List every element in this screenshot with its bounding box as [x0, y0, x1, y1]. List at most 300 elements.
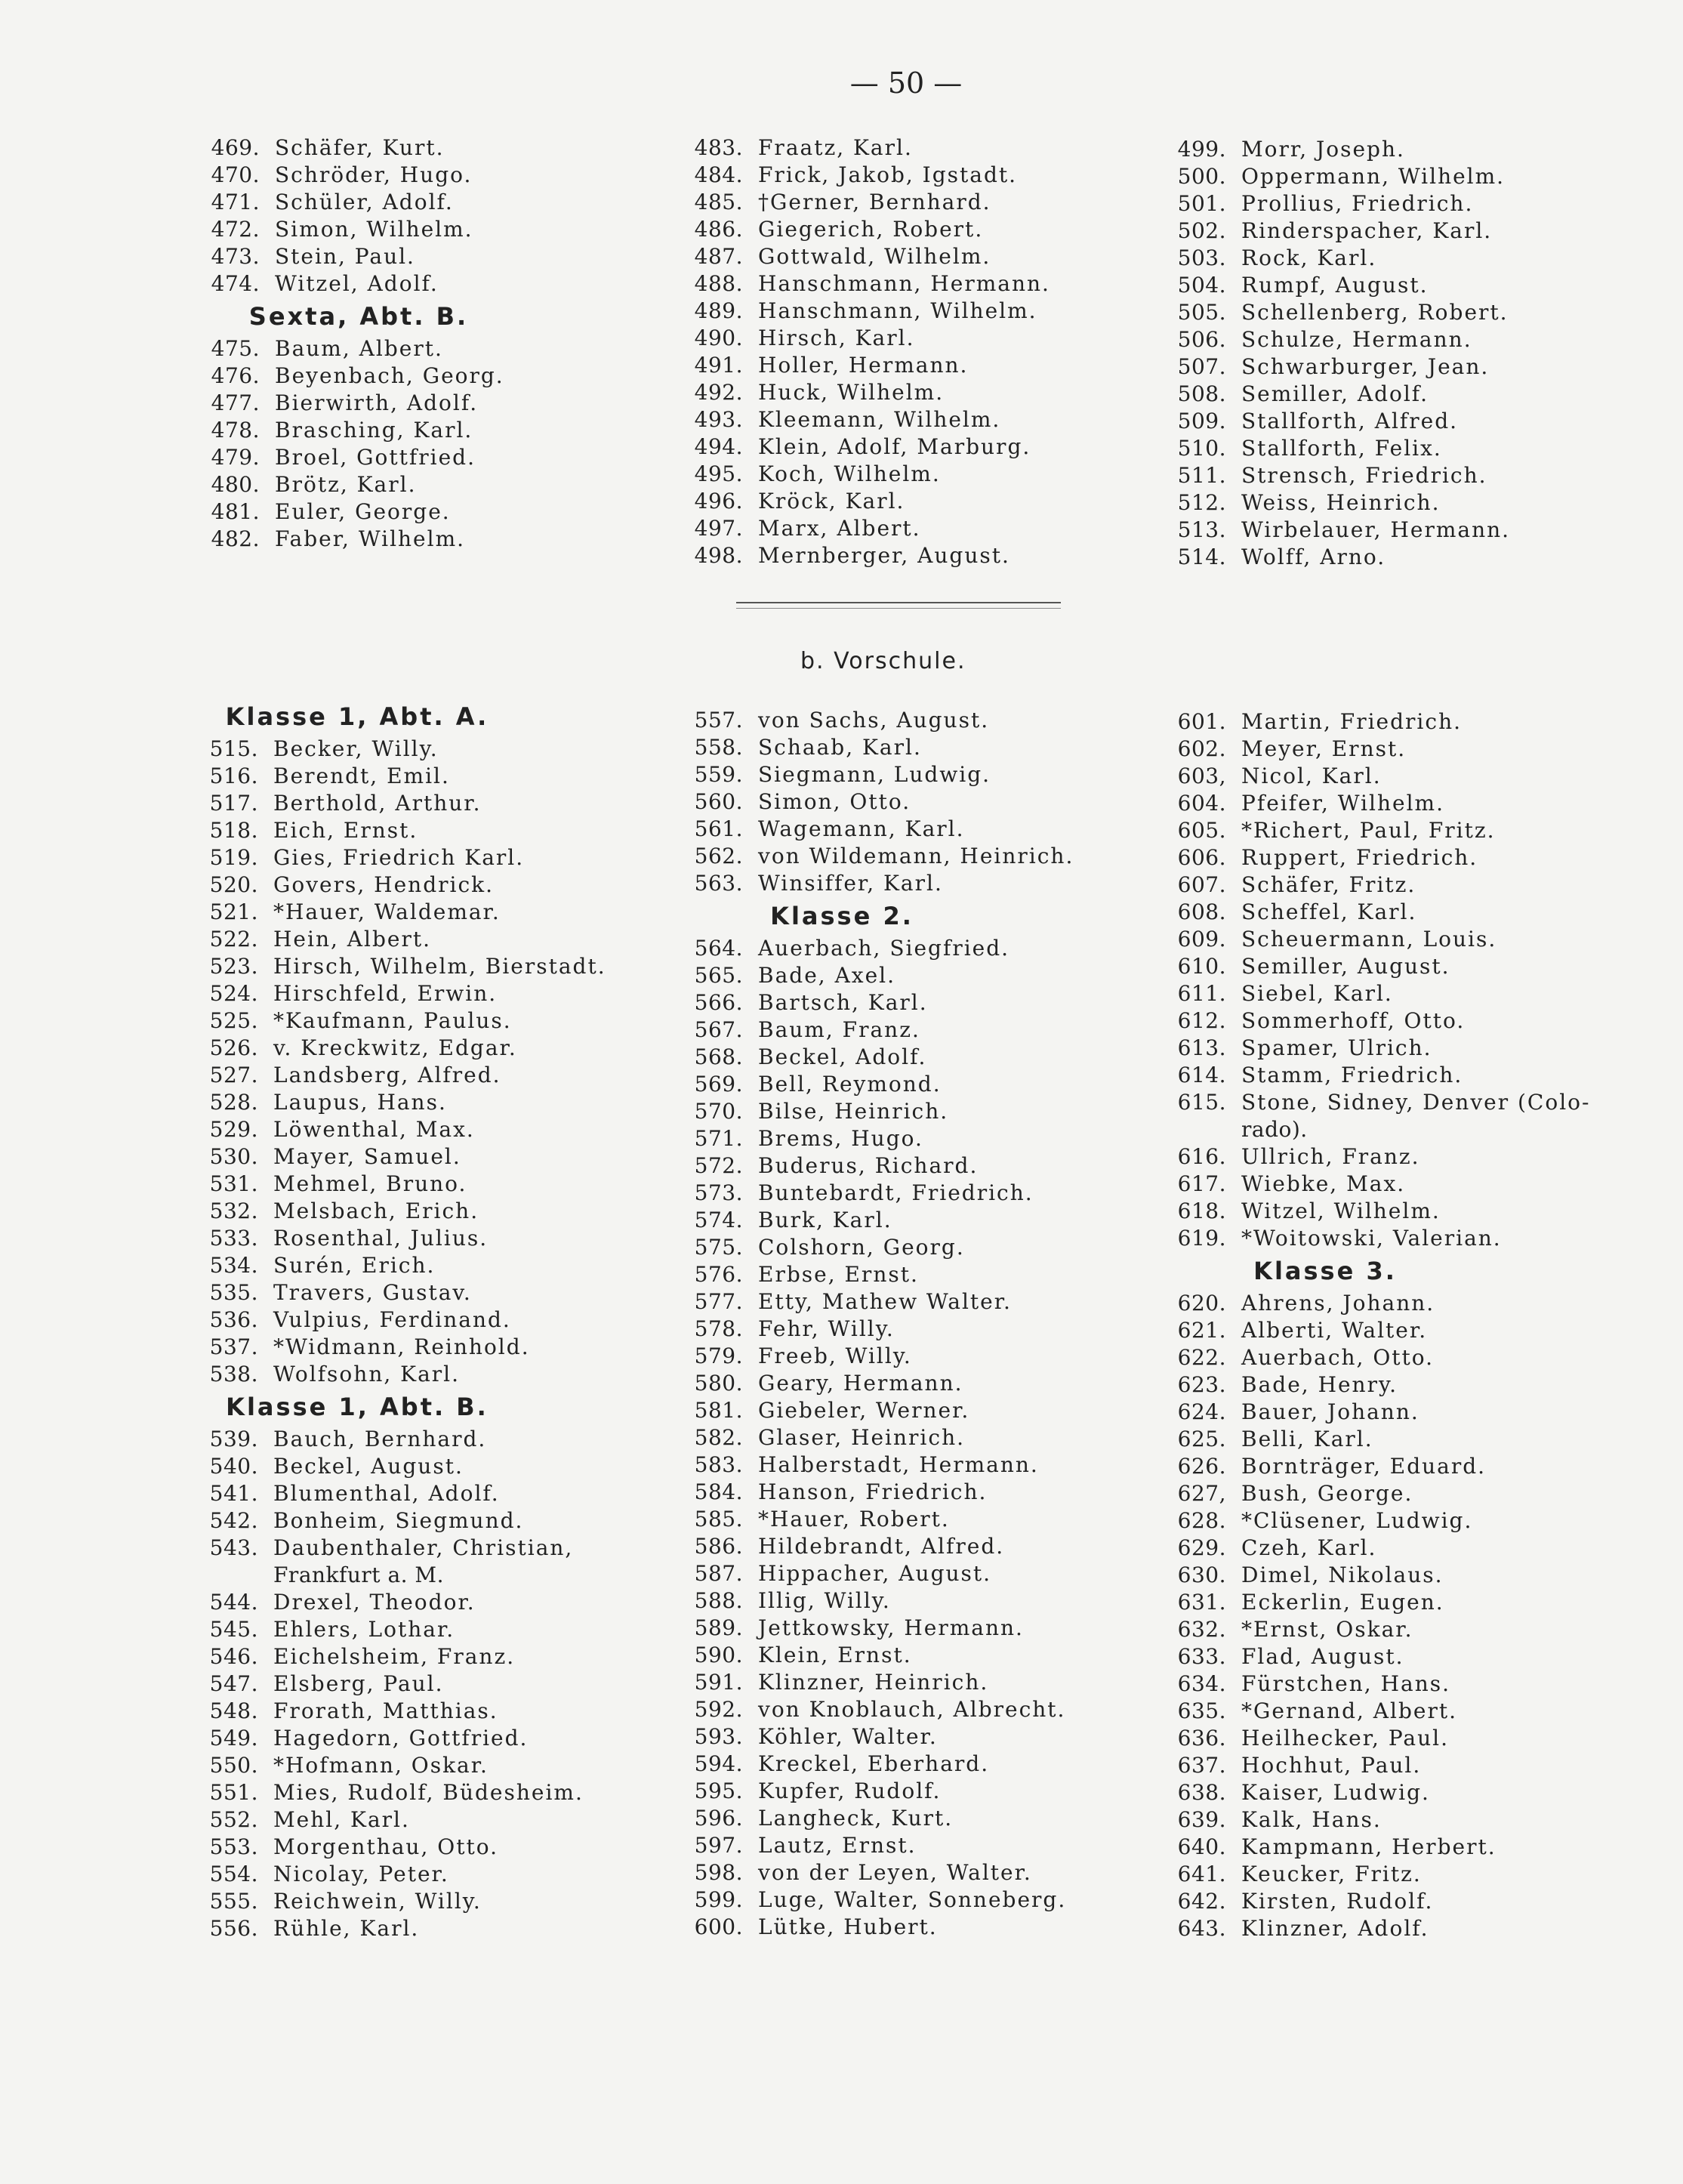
entry-number: 580.: [694, 1371, 743, 1396]
list-item: [195, 1861, 663, 1888]
list-item: [1163, 1834, 1631, 1861]
list-item: [680, 1397, 1148, 1424]
list-item: [680, 1207, 1148, 1234]
list-item: [680, 189, 1148, 216]
list-item: [195, 1361, 663, 1388]
entry-name: Bade, Henry.: [1241, 1372, 1398, 1397]
list-item: [1163, 1344, 1631, 1371]
list-item: [680, 298, 1148, 325]
list-item: [195, 1334, 663, 1361]
entry-name: Hirschfeld, Erwin.: [273, 981, 498, 1006]
entry-number: 568.: [694, 1044, 743, 1069]
entry-number: 488.: [694, 271, 743, 296]
entry-name: Mayer, Samuel.: [273, 1144, 461, 1169]
entry-number: 572.: [694, 1153, 743, 1178]
entry-name: Rühle, Karl.: [273, 1916, 420, 1941]
entry-number: 628.: [1177, 1508, 1226, 1533]
entry-number: 544.: [209, 1590, 258, 1615]
list-item: [680, 1886, 1148, 1914]
entry-number: 508.: [1177, 381, 1226, 406]
entry-number: 618.: [1177, 1198, 1226, 1223]
entry-number: 585.: [694, 1507, 743, 1532]
entry-number: 558.: [694, 735, 743, 760]
entry-number: 626.: [1177, 1454, 1226, 1479]
entry-name: Huck, Wilhelm.: [758, 380, 945, 405]
list-item: [680, 1451, 1148, 1479]
entry-number: 642.: [1177, 1889, 1226, 1914]
entry-name: Bilse, Heinrich.: [758, 1099, 949, 1124]
class-heading: Klasse 1, Abt. A.: [225, 702, 489, 731]
entry-number: 561.: [694, 816, 743, 841]
entry-name: Laupus, Hans.: [273, 1090, 447, 1115]
entry-number: 623.: [1177, 1372, 1226, 1397]
entry-number: 633.: [1177, 1644, 1226, 1669]
entry-number: 493.: [694, 407, 743, 432]
entry-number: 512.: [1177, 490, 1226, 515]
list-item: [195, 1007, 663, 1035]
entry-number: 607.: [1177, 872, 1226, 897]
entry-name: Semiller, Adolf.: [1241, 381, 1429, 406]
list-item: [1163, 326, 1631, 353]
list-item: [195, 926, 663, 953]
entry-number: 643.: [1177, 1916, 1226, 1941]
entry-name: von Knoblauch, Albrecht.: [758, 1697, 1066, 1722]
entry-number: 504.: [1177, 273, 1226, 298]
list-item: [195, 1480, 663, 1507]
class-heading: Klasse 1, Abt. B.: [226, 1393, 489, 1421]
list-item: [196, 216, 664, 243]
entry-name: Colshorn, Georg.: [758, 1235, 965, 1260]
entry-number: 511.: [1177, 463, 1226, 488]
entry-name: *Ernst, Oskar.: [1241, 1617, 1413, 1642]
list-item: [195, 1806, 663, 1834]
list-item: [1163, 1198, 1631, 1225]
entry-number: 632.: [1177, 1617, 1226, 1642]
list-item: [680, 488, 1148, 515]
entry-number: 569.: [694, 1072, 743, 1097]
entry-number: 579.: [694, 1343, 743, 1368]
entry-name: Wiebke, Max.: [1241, 1171, 1406, 1196]
list-item: [680, 515, 1148, 542]
entry-name: Burk, Karl.: [758, 1208, 892, 1232]
entry-name: Stallforth, Felix.: [1241, 436, 1442, 461]
entry-number: 517.: [209, 791, 258, 816]
entry-name: Scheuermann, Louis.: [1241, 927, 1497, 952]
entry-number: 637.: [1177, 1753, 1226, 1778]
entry-name: Frick, Jakob, Igstadt.: [758, 162, 1018, 187]
list-item: [1163, 408, 1631, 435]
list-item: [680, 1914, 1148, 1941]
list-item: [196, 134, 664, 162]
list-item: [1163, 1007, 1631, 1035]
list-item: [195, 817, 663, 844]
entry-number: 477.: [211, 390, 260, 415]
entry-number: 537.: [209, 1334, 258, 1359]
entry-number: 565.: [694, 963, 743, 988]
entry-number: 470.: [211, 162, 260, 187]
list-item: [680, 707, 1148, 734]
entry-number: 629.: [1177, 1535, 1226, 1560]
entry-number: 597.: [694, 1833, 743, 1858]
list-item: [680, 1615, 1148, 1642]
list-item: [195, 1116, 663, 1143]
entry-number: 510.: [1177, 436, 1226, 461]
entry-number: 552.: [209, 1807, 258, 1832]
list-item: [680, 379, 1148, 406]
list-item: [1163, 926, 1631, 953]
list-item: [196, 243, 664, 270]
list-item: [196, 270, 664, 298]
list-item: [680, 1587, 1148, 1615]
list-item: [680, 935, 1148, 962]
entry-name: von Sachs, August.: [758, 708, 990, 733]
entry-name: Baum, Franz.: [758, 1017, 920, 1042]
list-item: [1163, 517, 1631, 544]
entry-number: 495.: [694, 461, 743, 486]
entry-name: Morr, Joseph.: [1241, 137, 1405, 162]
entry-number: 505.: [1177, 300, 1226, 325]
list-item: [1163, 299, 1631, 326]
entry-name: Morgenthau, Otto.: [273, 1834, 498, 1859]
entry-number: 541.: [209, 1481, 258, 1506]
list-item: [680, 1316, 1148, 1343]
list-item: [1163, 435, 1631, 462]
list-item: [680, 1044, 1148, 1071]
entry-name: Brasching, Karl.: [275, 418, 473, 443]
list-item: [680, 788, 1148, 816]
list-item: [196, 162, 664, 189]
entry-number: 591.: [694, 1670, 743, 1695]
list-item: [1163, 1562, 1631, 1589]
list-item: [680, 1723, 1148, 1751]
list-item: [680, 433, 1148, 461]
list-item: [195, 1643, 663, 1670]
entry-number: 507.: [1177, 354, 1226, 379]
list-item: [1163, 1035, 1631, 1062]
list-column: [1163, 136, 1631, 571]
list-item: [1163, 1089, 1631, 1116]
entry-number: 557.: [694, 708, 743, 733]
list-item: [1163, 1670, 1631, 1698]
list-item: [1163, 1426, 1631, 1453]
entry-name: Erbse, Ernst.: [758, 1262, 919, 1287]
list-item: [1163, 272, 1631, 299]
entry-number: 566.: [694, 990, 743, 1015]
entry-name: Freeb, Willy.: [758, 1343, 912, 1368]
list-item: [680, 1805, 1148, 1832]
list-item: [1163, 1371, 1631, 1399]
entry-number: 589.: [694, 1615, 743, 1640]
entry-number: 475.: [211, 336, 260, 361]
entry-number: 559.: [694, 762, 743, 787]
list-item: [195, 1616, 663, 1643]
entry-number: 514.: [1177, 544, 1226, 569]
entry-number: 543.: [209, 1535, 258, 1560]
entry-name: Stein, Paul.: [275, 244, 415, 269]
entry-name: Wolfsohn, Karl.: [273, 1362, 460, 1387]
entry-number: 480.: [211, 472, 260, 497]
list-item: [680, 870, 1148, 897]
entry-number: 554.: [209, 1862, 258, 1886]
entry-name: Ehlers, Lothar.: [273, 1617, 455, 1642]
entry-number: 538.: [209, 1362, 258, 1387]
entry-number: 497.: [694, 516, 743, 541]
list-item: [680, 843, 1148, 870]
entry-number: 526.: [209, 1035, 258, 1060]
entry-name: Klinzner, Heinrich.: [758, 1670, 989, 1695]
entry-number: 639.: [1177, 1807, 1226, 1832]
entry-number: 592.: [694, 1697, 743, 1722]
entry-number: 483.: [694, 135, 743, 160]
list-item-continuation: Frankfurt a. M.: [273, 1562, 445, 1587]
entry-name: Stamm, Friedrich.: [1241, 1063, 1463, 1087]
entry-name: Etty, Mathew Walter.: [758, 1289, 1012, 1314]
entry-name: Witzel, Adolf.: [275, 271, 439, 296]
entry-name: Fehr, Willy.: [758, 1316, 895, 1341]
entry-name: Giebeler, Werner.: [758, 1398, 970, 1423]
list-item: [680, 1125, 1148, 1152]
entry-name: Kupfer, Rudolf.: [758, 1778, 942, 1803]
list-item: [680, 989, 1148, 1016]
class-heading: Klasse 2.: [770, 902, 914, 930]
list-item: [680, 761, 1148, 788]
list-item: [680, 1560, 1148, 1587]
list-item: [1163, 1589, 1631, 1616]
entry-name: Hein, Albert.: [273, 927, 431, 952]
list-item: [1163, 462, 1631, 489]
entry-name: Bornträger, Eduard.: [1241, 1454, 1487, 1479]
entry-number: 631.: [1177, 1590, 1226, 1615]
entry-name: Ruppert, Friedrich.: [1241, 845, 1478, 870]
list-item: [1163, 1779, 1631, 1806]
class-heading: Klasse 3.: [1253, 1257, 1397, 1285]
list-item: [680, 406, 1148, 433]
entry-number: 469.: [211, 135, 260, 160]
entry-number: 499.: [1177, 137, 1226, 162]
entry-name: Drexel, Theodor.: [273, 1590, 476, 1615]
entry-number: 615.: [1177, 1090, 1226, 1115]
entry-name: v. Kreckwitz, Edgar.: [273, 1035, 517, 1060]
entry-name: Beckel, Adolf.: [758, 1044, 927, 1069]
entry-number: 573.: [694, 1180, 743, 1205]
list-item: [1163, 953, 1631, 980]
entry-number: 548.: [209, 1698, 258, 1723]
list-item: [680, 1778, 1148, 1805]
entry-name: Kleemann, Wilhelm.: [758, 407, 1001, 432]
entry-number: 532.: [209, 1198, 258, 1223]
list-item: [680, 1234, 1148, 1261]
list-item: [680, 1751, 1148, 1778]
entry-number: 588.: [694, 1588, 743, 1613]
list-column: [195, 698, 663, 1942]
entry-name: Lütke, Hubert.: [758, 1914, 938, 1939]
entry-name: Vulpius, Ferdinand.: [273, 1307, 511, 1332]
list-item: [196, 390, 664, 417]
entry-name: Heilhecker, Paul.: [1241, 1726, 1449, 1751]
entry-name: Becker, Willy.: [273, 736, 439, 761]
entry-number: 582.: [694, 1425, 743, 1450]
entry-name: *Widmann, Reinhold.: [273, 1334, 530, 1359]
entry-number: 587.: [694, 1561, 743, 1586]
entry-number: 627,: [1177, 1481, 1226, 1506]
entry-number: 524.: [209, 981, 258, 1006]
list-item: [680, 1859, 1148, 1886]
entry-name: Kirsten, Rudolf.: [1241, 1889, 1434, 1914]
list-item: [195, 844, 663, 871]
entry-number: 518.: [209, 818, 258, 843]
entry-number: 590.: [694, 1643, 743, 1667]
entry-number: 616.: [1177, 1144, 1226, 1169]
entry-number: 576.: [694, 1262, 743, 1287]
entry-number: 549.: [209, 1726, 258, 1751]
entry-name: Wolff, Arno.: [1241, 544, 1386, 569]
list-item: [1163, 1453, 1631, 1480]
list-item: [195, 736, 663, 763]
entry-name: Kaiser, Ludwig.: [1241, 1780, 1430, 1805]
list-item: [196, 526, 664, 553]
entry-name: Rosenthal, Julius.: [273, 1226, 489, 1251]
entry-name: Oppermann, Wilhelm.: [1241, 164, 1506, 189]
entry-number: 500.: [1177, 164, 1226, 189]
list-item: [1163, 1752, 1631, 1779]
entry-number: 529.: [209, 1117, 258, 1142]
entry-name: Simon, Wilhelm.: [275, 217, 473, 242]
entry-name: *Clüsener, Ludwig.: [1241, 1508, 1473, 1533]
entry-number: 486.: [694, 217, 743, 242]
entry-name: Holler, Hermann.: [758, 353, 969, 378]
list-item: [1163, 245, 1631, 272]
entry-name: Marx, Albert.: [758, 516, 921, 541]
list-item: [680, 1261, 1148, 1288]
list-item: [680, 962, 1148, 989]
entry-number: 522.: [209, 927, 258, 952]
entry-number: 613.: [1177, 1035, 1226, 1060]
list-item: [1163, 736, 1631, 763]
entry-name: Blumenthal, Adolf.: [273, 1481, 500, 1506]
entry-name: Siegmann, Ludwig.: [758, 762, 991, 787]
entry-name: Luge, Walter, Sonneberg.: [758, 1887, 1067, 1912]
list-column: [196, 134, 664, 553]
list-item: [195, 1888, 663, 1915]
entry-name: Buderus, Richard.: [758, 1153, 979, 1178]
entry-name: Schaab, Karl.: [758, 735, 922, 760]
entry-name: Travers, Gustav.: [273, 1280, 472, 1305]
entry-number: 530.: [209, 1144, 258, 1169]
entry-name: Klinzner, Adolf.: [1241, 1916, 1429, 1941]
entry-number: 473.: [211, 244, 260, 269]
entry-number: 604.: [1177, 791, 1226, 816]
list-item: [680, 162, 1148, 189]
entry-name: Eckerlin, Eugen.: [1241, 1590, 1444, 1615]
entry-number: 527.: [209, 1063, 258, 1087]
list-item: [680, 1832, 1148, 1859]
entry-name: Löwenthal, Max.: [273, 1117, 475, 1142]
entry-name: Auerbach, Siegfried.: [758, 936, 1010, 961]
entry-name: Klein, Adolf, Marburg.: [758, 434, 1031, 459]
entry-name: Buntebardt, Friedrich.: [758, 1180, 1034, 1205]
entry-name: von der Leyen, Walter.: [758, 1860, 1032, 1885]
entry-name: Glaser, Heinrich.: [758, 1425, 965, 1450]
list-item: [196, 471, 664, 498]
entry-number: 638.: [1177, 1780, 1226, 1805]
entry-name: Gies, Friedrich Karl.: [273, 845, 525, 870]
entry-name: Weiss, Heinrich.: [1241, 490, 1441, 515]
entry-name: Simon, Otto.: [758, 789, 911, 814]
list-item: [195, 1670, 663, 1698]
list-item: [196, 498, 664, 526]
entry-number: 574.: [694, 1208, 743, 1232]
entry-number: 471.: [211, 190, 260, 214]
entry-number: 599.: [694, 1887, 743, 1912]
entry-name: Bierwirth, Adolf.: [275, 390, 479, 415]
entry-number: 496.: [694, 489, 743, 514]
entry-name: Alberti, Walter.: [1241, 1318, 1428, 1343]
list-item: [1163, 163, 1631, 190]
entry-name: *Woitowski, Valerian.: [1241, 1226, 1502, 1251]
entry-number: 531.: [209, 1171, 258, 1196]
entry-name: Illig, Willy.: [758, 1588, 891, 1613]
entry-name: *Hauer, Waldemar.: [273, 899, 501, 924]
entry-number: 509.: [1177, 409, 1226, 433]
list-item: [680, 1016, 1148, 1044]
entry-number: 555.: [209, 1889, 258, 1914]
entry-name: Rock, Karl.: [1241, 245, 1377, 270]
entry-name: Spamer, Ulrich.: [1241, 1035, 1432, 1060]
entry-number: 485.: [694, 190, 743, 214]
entry-name: Govers, Hendrick.: [273, 872, 495, 897]
entry-number: 519.: [209, 845, 258, 870]
entry-name: Elsberg, Paul.: [273, 1671, 444, 1696]
entry-name: Eich, Ernst.: [273, 818, 418, 843]
list-item: [195, 1279, 663, 1306]
entry-name: Siebel, Karl.: [1241, 981, 1393, 1006]
entry-number: 596.: [694, 1806, 743, 1831]
list-item: [680, 461, 1148, 488]
entry-name: Winsiffer, Karl.: [758, 871, 943, 896]
entry-number: 640.: [1177, 1834, 1226, 1859]
entry-number: 614.: [1177, 1063, 1226, 1087]
list-item: [195, 1306, 663, 1334]
entry-name: *Kaufmann, Paulus.: [273, 1008, 512, 1033]
entry-number: 624.: [1177, 1399, 1226, 1424]
list-column: [680, 134, 1148, 569]
entry-name: Schulze, Hermann.: [1241, 327, 1472, 352]
class-heading: Sexta, Abt. B.: [248, 302, 469, 331]
entry-name: Bauch, Bernhard.: [273, 1427, 487, 1451]
entry-name: *Gernand, Albert.: [1241, 1698, 1458, 1723]
entry-name: Koch, Wilhelm.: [758, 461, 941, 486]
entry-name: Melsbach, Erich.: [273, 1198, 479, 1223]
entry-name: Stone, Sidney, Denver (Colo-: [1241, 1090, 1591, 1115]
list-item: [680, 1288, 1148, 1316]
entry-number: 478.: [211, 418, 260, 443]
entry-name: Hochhut, Paul.: [1241, 1753, 1422, 1778]
list-item: [195, 980, 663, 1007]
list-item: [680, 1098, 1148, 1125]
list-item: [196, 362, 664, 390]
entry-number: 553.: [209, 1834, 258, 1859]
entry-name: Witzel, Wilhelm.: [1241, 1198, 1441, 1223]
list-item: [1163, 489, 1631, 517]
list-item: [1163, 544, 1631, 571]
entry-name: Surén, Erich.: [273, 1253, 436, 1278]
entry-name: Hildebrandt, Alfred.: [758, 1534, 1005, 1559]
list-item: [195, 790, 663, 817]
entry-name: Bush, George.: [1241, 1481, 1413, 1506]
entry-name: Nicol, Karl.: [1241, 763, 1382, 788]
list-item: [195, 1834, 663, 1861]
list-item: [1163, 381, 1631, 408]
